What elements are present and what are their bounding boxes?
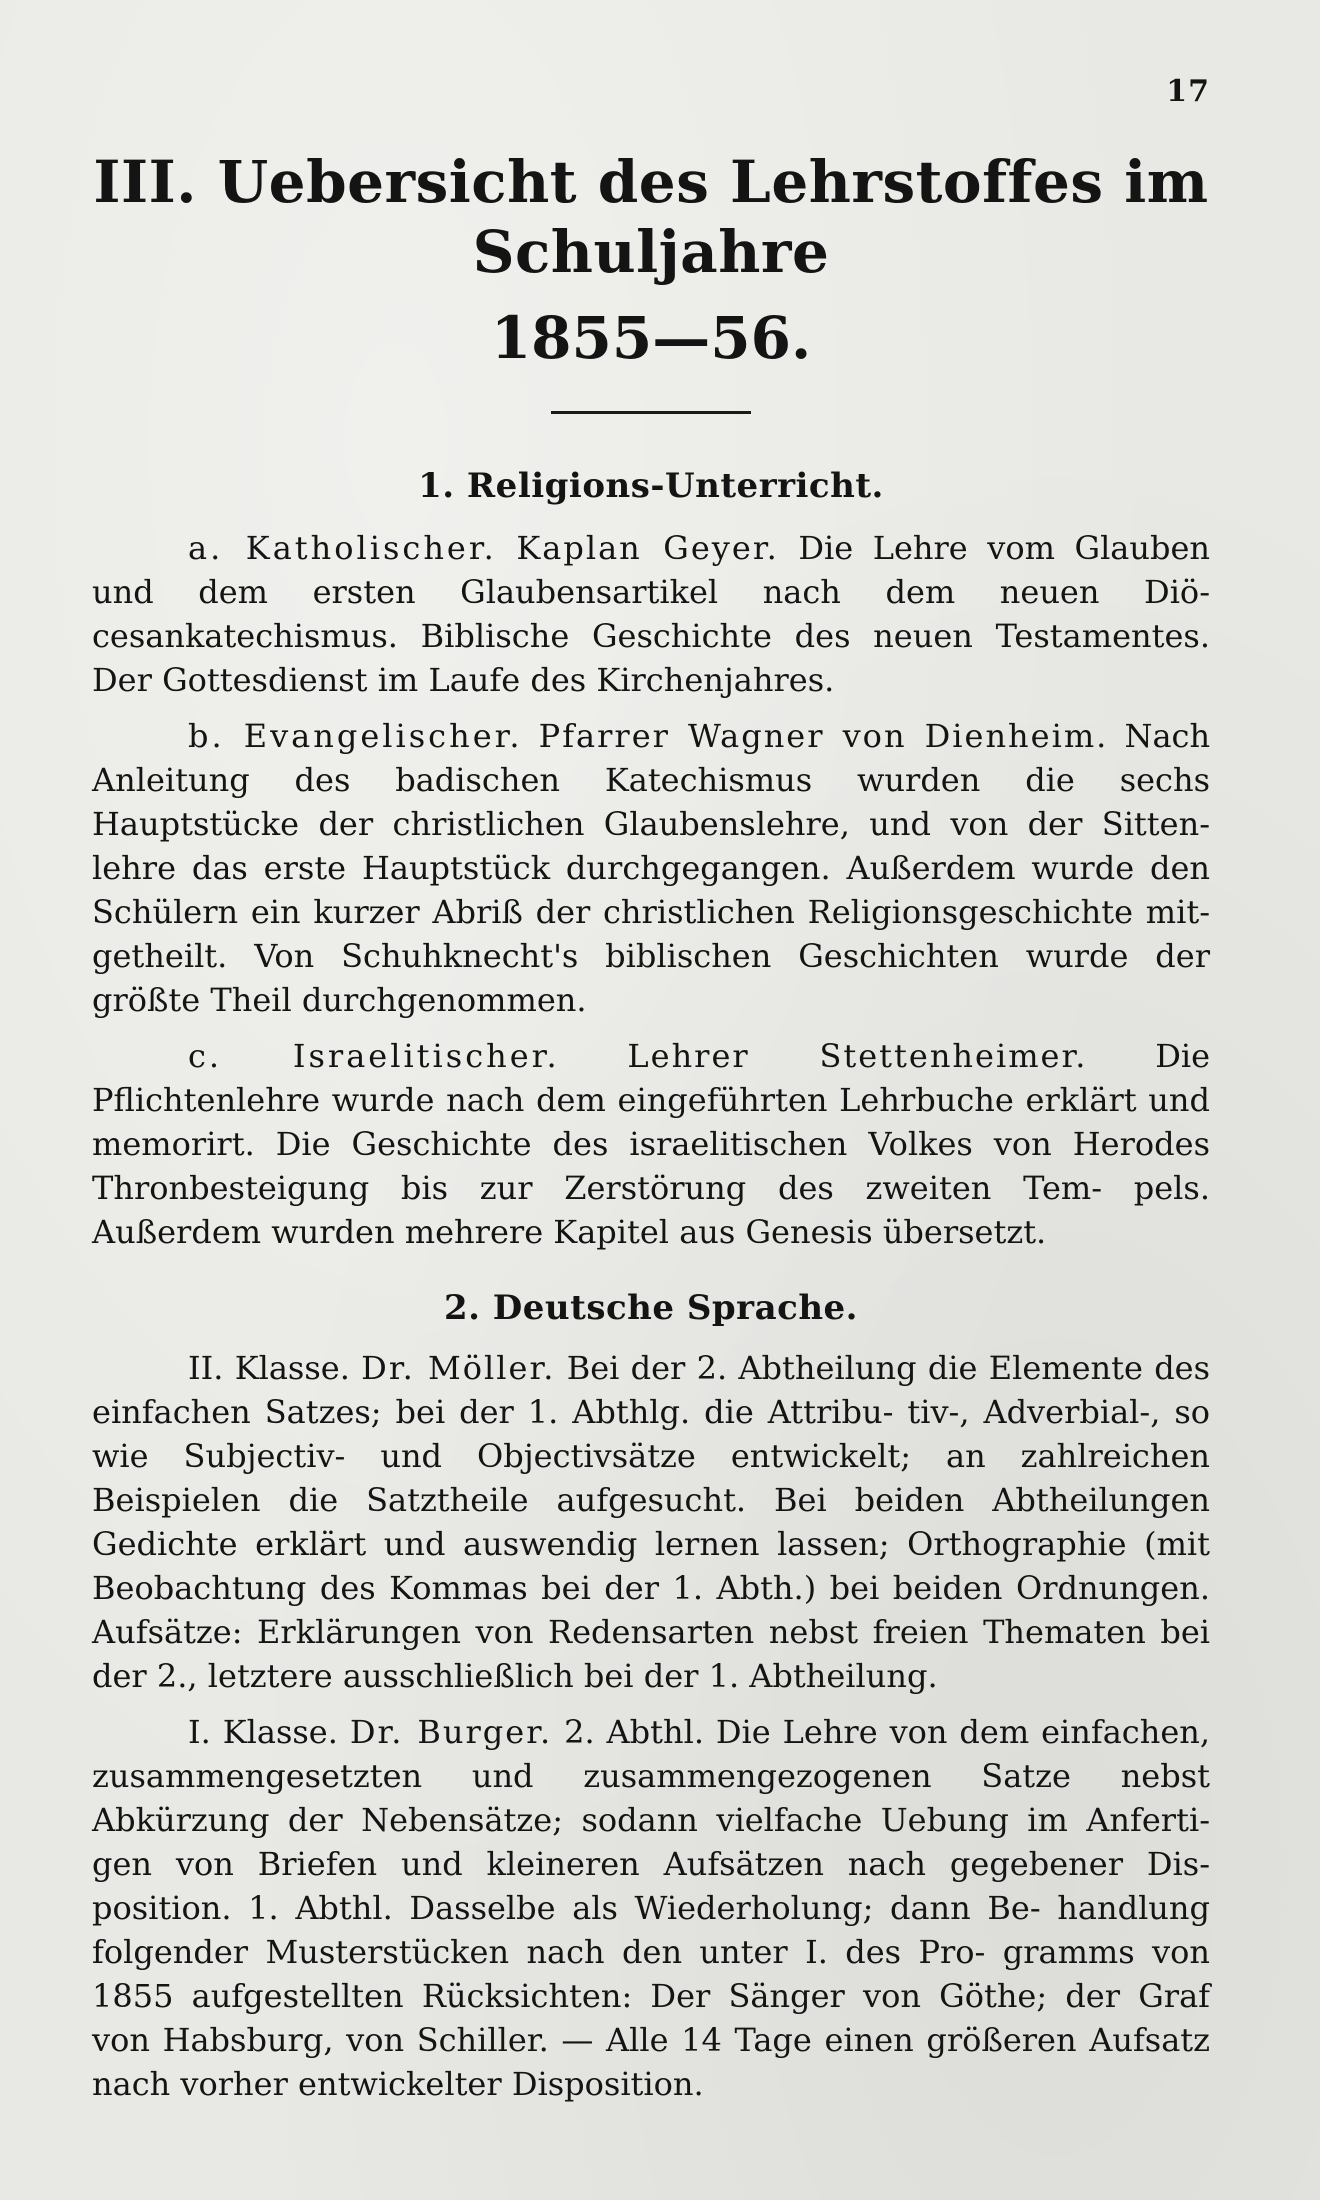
paragraph-israelite [92, 1034, 1210, 1254]
teacher-name: Kaplan Geyer. [516, 528, 779, 567]
teacher-name: Pfarrer Wagner von Dienheim. [538, 716, 1109, 755]
paragraph-label: b. Evangelischer. [188, 716, 523, 755]
teacher-name: Lehrer Stettenheimer. [627, 1036, 1088, 1075]
section-german [92, 1288, 1210, 2106]
page-title-year: 1855—56. [490, 304, 812, 373]
page-number: 17 [1166, 74, 1210, 109]
title-block [92, 148, 1210, 414]
paragraph-catholic [92, 526, 1210, 702]
paragraph-text: Die Pflichtenlehre wurde nach dem eingeführten Lehrbuche erklärt und memorirt. Die Geschichte des israelitischen Volkes von Herodes Thronbesteigung bis zur Zerstörung des zweiten Tem- pels. Außerdem wurden mehrere Kapitel aus Genesis übersetzt. [92, 1036, 1211, 1251]
title-divider [551, 411, 751, 414]
paragraph-text: 2. Abthl. Die Lehre von dem einfachen, zusammengesetzten und zusammengezogenen Satze nebst Abkürzung der Nebensätze; sodann vielfache Uebung im Anferti- gen von Briefen und kleineren Aufsätzen nach gegebener Dis- position. 1. Abthl. Dasselbe als Wiederholung; dann Be- handlung folgender Musterstücken nach den unter I. des Pro- gramms von 1855 aufgestellten Rücksichten: Der Sänger von Göthe; der Graf von Habsburg, von Schiller. — Alle 14 Tage einen größeren Aufsatz nach vorher entwickelter Disposition. [92, 1712, 1211, 2103]
paragraph-text: Nach Anleitung des badischen Katechismus wurden die sechs Hauptstücke der christlichen Glaubenslehre, und von der Sitten- lehre das erste Hauptstück durchgegangen. Außerdem wurde den Schülern ein kurzer Abriß der christlichen Religionsgeschichte mit- getheilt. Von Schuhknecht's biblischen Geschichten wurde der größte Theil durchgenommen. [92, 716, 1211, 1019]
section-religion [92, 466, 1210, 1254]
paragraph-text: Die Lehre vom Glauben und dem ersten Glaubensartikel nach dem neuen Diö- cesankatechismus. Biblische Geschichte des neuen Testamentes. Der Gottesdienst im Laufe des Kirchenjahres. [92, 528, 1211, 699]
paragraph-class-two [92, 1346, 1210, 1698]
section-heading: 2. Deutsche Sprache. [443, 1287, 859, 1328]
paragraph-class-one [92, 1710, 1210, 2106]
paragraph-label: I. Klasse. [188, 1712, 338, 1751]
paragraph-label: a. Katholischer. [188, 528, 497, 567]
section-heading: 1. Religions-Unterricht. [418, 465, 884, 506]
paragraph-label: II. Klasse. [188, 1348, 350, 1387]
teacher-name: Dr. Burger. [349, 1712, 553, 1751]
page-title: III. Uebersicht des Lehrstoffes im Schuljahre [93, 148, 1209, 286]
paragraph-text: Bei der 2. Abtheilung die Elemente des einfachen Satzes; bei der 1. Abthlg. die Attribu- tiv-, Adverbial-, so wie Subjectiv- und Objectivsätze entwickelt; an zahlreichen Beispielen die Satztheile aufgesucht. Bei beiden Abtheilungen Gedichte erklärt und auswendig lernen lassen; Orthographie (mit Beobachtung des Kommas bei der 1. Abth.) bei beiden Ordnungen. Aufsätze: Erklärungen von Redensarten nebst freien Thematen bei der 2., letztere ausschließlich bei der 1. Abtheilung. [92, 1348, 1211, 1695]
teacher-name: Dr. Möller. [361, 1348, 556, 1387]
paragraph-evangelical [92, 714, 1210, 1022]
paragraph-label: c. Israelitischer. [188, 1036, 560, 1075]
